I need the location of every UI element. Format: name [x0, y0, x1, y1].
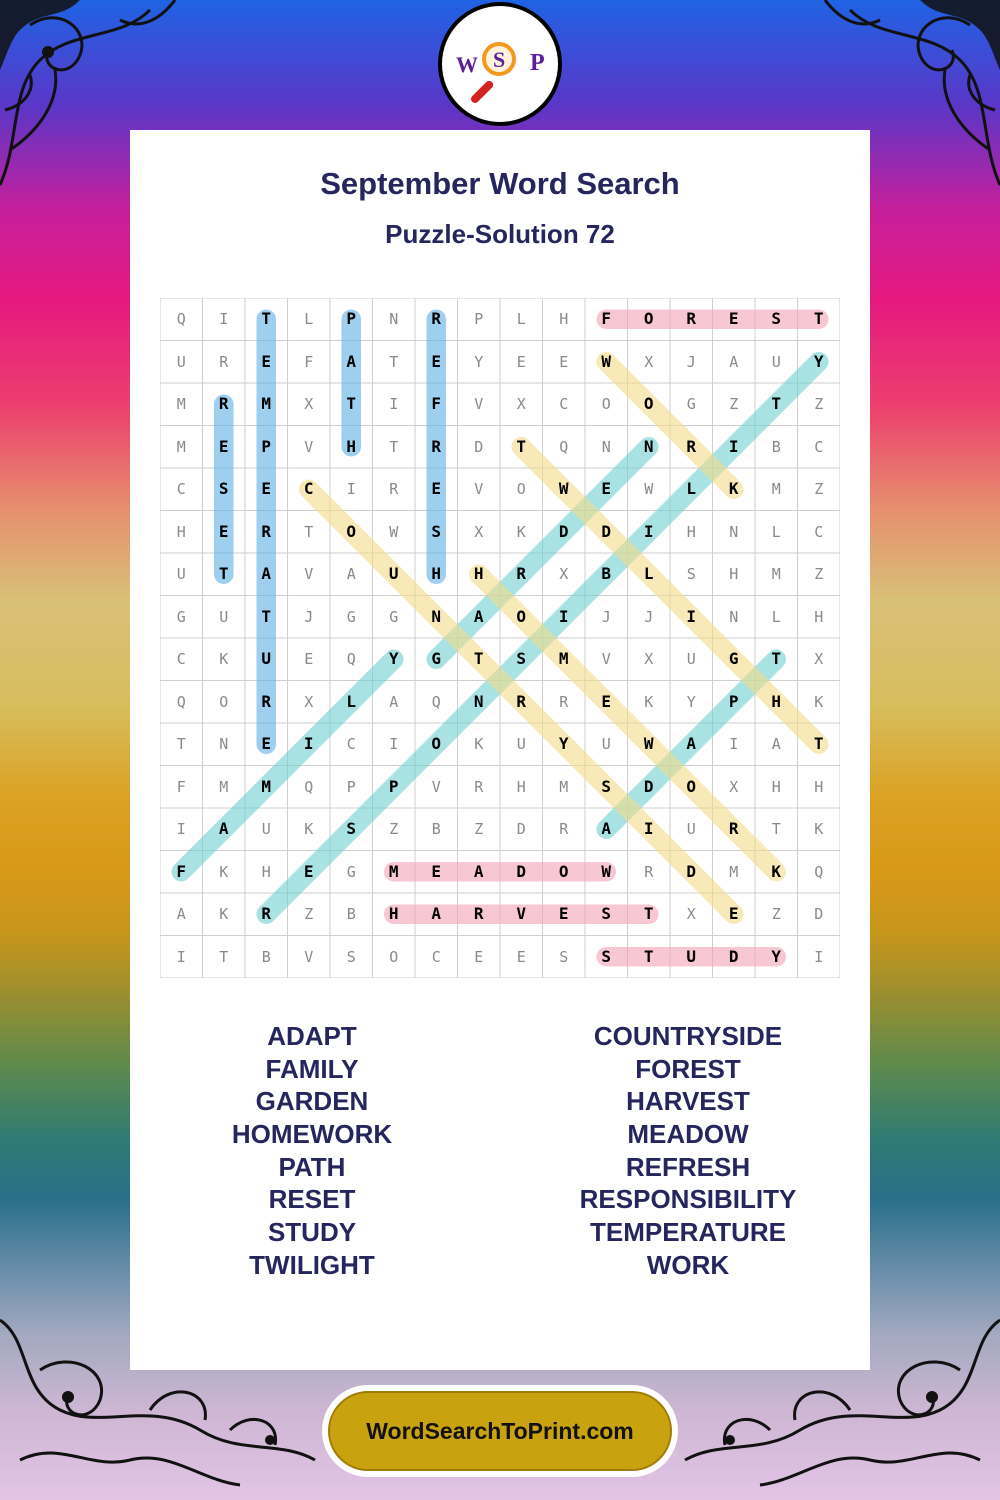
grid-cell: W [644, 480, 654, 498]
grid-cell: S [686, 565, 696, 583]
word-list-item: TEMPERATURE [590, 1217, 786, 1248]
word-list-item: TWILIGHT [249, 1249, 375, 1280]
grid-cell: M [559, 777, 569, 796]
grid-cell: I [728, 436, 739, 456]
word-list-item: HOMEWORK [231, 1119, 393, 1150]
grid-cell: T [771, 649, 782, 668]
grid-cell: T [304, 522, 314, 541]
grid-cell: B [771, 437, 781, 456]
grid-cell: I [389, 395, 399, 413]
grid-cell: M [261, 394, 272, 413]
grid-cell: V [516, 904, 527, 923]
word-list-item: COUNTRYSIDE [593, 1021, 783, 1051]
grid-cell: Q [431, 692, 441, 711]
grid-cell: H [431, 564, 442, 583]
grid-cell: R [686, 436, 697, 456]
grid-cell: K [644, 692, 654, 711]
grid-cell: Z [771, 905, 781, 923]
grid-cell: Q [559, 437, 569, 456]
grid-cell: T [643, 904, 654, 923]
grid-cell: F [431, 394, 442, 413]
grid-cell: Y [686, 692, 696, 711]
word-list-item: MEADOW [627, 1119, 749, 1150]
grid-cell: S [771, 309, 782, 328]
grid-cell: U [261, 820, 271, 838]
grid-letters [160, 298, 840, 978]
grid-cell: I [176, 947, 186, 966]
grid-cell: C [176, 650, 186, 668]
grid-cell: L [686, 479, 697, 498]
grid-cell: F [601, 309, 612, 328]
grid-cell: N [643, 436, 654, 456]
grid-cell: K [814, 820, 824, 838]
grid-cell: A [686, 734, 697, 753]
grid-cell: L [304, 310, 314, 328]
grid-cell: H [176, 522, 186, 541]
grid-cell: O [558, 861, 569, 881]
grid-cell: V [474, 480, 484, 498]
grid-cell: X [559, 565, 569, 583]
grid-cell: R [219, 352, 229, 371]
grid-cell: Z [729, 395, 739, 413]
grid-cell: D [516, 820, 526, 838]
page-title: September Word Search [320, 166, 680, 201]
grid-cell: E [304, 650, 314, 668]
grid-cell: I [219, 310, 229, 328]
grid-cell: A [346, 351, 357, 371]
grid-cell: A [261, 564, 272, 583]
grid-cell: R [261, 521, 272, 541]
grid-cell: E [261, 351, 272, 371]
grid-cell: H [473, 564, 484, 583]
grid-cell: I [389, 735, 399, 753]
grid-cell: A [771, 735, 781, 753]
grid-cell: I [686, 606, 697, 626]
grid-cell: Y [771, 946, 782, 966]
website-url: WordSearchToPrint.com [366, 1417, 634, 1444]
site-logo[interactable] [438, 2, 562, 126]
grid-cell: R [728, 819, 739, 838]
grid-cell: E [261, 479, 272, 498]
grid-cell: K [219, 905, 229, 923]
grid-cell: E [601, 691, 612, 711]
grid-cell: D [814, 905, 824, 923]
grid-cell: O [643, 394, 654, 413]
grid-cell: E [261, 734, 272, 753]
grid-cell: Z [814, 395, 824, 413]
grid-cell: U [219, 607, 229, 626]
grid-cell: N [431, 606, 442, 626]
word-list-item: REFRESH [625, 1151, 751, 1182]
grid-cell: B [346, 905, 356, 923]
grid-cell: X [644, 352, 654, 371]
grid-cell: E [303, 861, 314, 881]
grid-cell: X [304, 395, 314, 413]
grid-cell: H [729, 565, 739, 583]
grid-cell: N [729, 607, 739, 626]
grid-cell: U [176, 565, 186, 583]
logo-letter-w: W [456, 52, 478, 77]
grid-cell: A [389, 692, 399, 711]
grid-cell: S [601, 946, 612, 966]
grid-cell: C [814, 437, 824, 456]
grid-cell: G [389, 607, 399, 626]
grid-cell: T [218, 564, 229, 583]
grid-cell: N [729, 522, 739, 541]
grid-cell: L [516, 310, 526, 328]
grid-cell: I [346, 480, 356, 498]
grid-cell: G [431, 649, 442, 668]
grid-cell: G [346, 607, 356, 626]
grid-cell: F [176, 861, 187, 881]
grid-cell: Y [558, 734, 569, 753]
grid-cell: S [431, 521, 442, 541]
grid-cell: U [686, 946, 697, 966]
grid-cell: S [601, 904, 612, 923]
word-list-item: RESET [268, 1184, 356, 1215]
grid-cell: M [176, 395, 186, 413]
grid-cell: T [261, 309, 272, 328]
grid-cell: H [261, 862, 271, 881]
grid-cell: T [389, 352, 399, 371]
grid-cell: U [176, 352, 186, 371]
word-list-item: PATH [278, 1151, 346, 1182]
grid-cell: Q [814, 862, 824, 881]
word-list-item: HARVEST [626, 1086, 750, 1117]
grid-cell: L [771, 607, 781, 626]
grid-cell: W [389, 522, 399, 541]
grid-cell: O [516, 606, 527, 626]
grid-cell: T [813, 734, 824, 753]
grid-cell: N [601, 437, 611, 456]
grid-cell: A [473, 606, 484, 626]
grid-cell: U [516, 735, 526, 753]
grid-cell: H [771, 777, 781, 796]
website-button[interactable] [322, 1385, 678, 1477]
grid-cell: O [389, 947, 399, 966]
grid-cell: H [771, 691, 782, 711]
grid-cell: A [601, 819, 612, 838]
grid-cell: E [474, 947, 484, 966]
word-list-item: STUDY [267, 1217, 357, 1248]
grid-cell: E [431, 479, 442, 498]
grid-cell: T [516, 436, 527, 456]
grid-cell: X [729, 777, 739, 796]
grid-cell: K [219, 862, 229, 881]
grid-cell: K [474, 735, 484, 753]
grid-cell: L [346, 691, 357, 711]
grid-cell: E [558, 904, 569, 923]
grid-cell: R [474, 777, 484, 796]
grid-cell: A [431, 904, 442, 923]
grid-cell: G [176, 607, 186, 626]
grid-cell: R [516, 691, 527, 711]
grid-cell: S [559, 947, 569, 966]
word-list-item: RESPONSIBILITY [579, 1184, 797, 1215]
grid-cell: M [176, 437, 186, 456]
grid-cell: E [601, 479, 612, 498]
grid-cell: R [559, 692, 569, 711]
grid-cell: A [729, 352, 739, 371]
grid-cell: D [643, 776, 654, 796]
grid-cell: Y [813, 351, 824, 371]
grid-cell: E [728, 309, 739, 328]
grid-cell: C [559, 395, 569, 413]
grid-cell: X [474, 522, 484, 541]
grid-cell: Z [814, 565, 824, 583]
grid-cell: A [346, 565, 356, 583]
grid-cell: K [728, 479, 739, 498]
grid-cell: G [686, 395, 696, 413]
grid-cell: D [601, 521, 612, 541]
word-list-item: GARDEN [255, 1086, 369, 1117]
grid-cell: R [559, 820, 569, 838]
grid-cell: G [728, 649, 739, 668]
grid-cell: D [728, 946, 739, 966]
grid-cell: R [431, 436, 442, 456]
grid-cell: I [643, 819, 654, 838]
grid-cell: R [644, 862, 654, 881]
word-list-item: ADAPT [267, 1021, 357, 1051]
grid-cell: T [261, 606, 272, 626]
grid-cell: M [771, 565, 781, 583]
grid-cell: Q [176, 692, 186, 711]
grid-cell: J [601, 607, 611, 626]
grid-cell: R [686, 309, 697, 328]
grid-cell: Y [474, 352, 484, 371]
grid-cell: Z [304, 905, 314, 923]
grid-cell: W [643, 734, 654, 753]
website-button-pill[interactable] [328, 1391, 672, 1471]
grid-cell: U [771, 352, 781, 371]
grid-cell: H [814, 607, 824, 626]
grid-cell: E [516, 947, 526, 966]
grid-cell: X [686, 905, 696, 923]
grid-cell: B [601, 564, 612, 583]
grid-cell: P [728, 691, 739, 711]
grid-cell: M [558, 649, 569, 668]
grid-cell: C [176, 480, 186, 498]
grid-cell: S [346, 947, 356, 966]
grid-cell: D [558, 521, 569, 541]
word-list-item: FAMILY [265, 1053, 359, 1084]
grid-cell: I [176, 820, 186, 838]
grid-cell: V [601, 650, 611, 668]
grid-cell: C [346, 735, 356, 753]
grid-cell: S [601, 776, 612, 796]
grid-cell: T [643, 946, 654, 966]
grid-cell: E [559, 352, 569, 371]
grid-cell: Q [176, 310, 186, 328]
page-subtitle: Puzzle-Solution 72 [385, 219, 615, 249]
logo-letter-p: P [530, 50, 545, 76]
grid-cell: R [516, 564, 527, 583]
grid-cell: R [389, 480, 399, 498]
word-list-item: WORK [646, 1249, 730, 1280]
grid-cell: U [601, 735, 611, 753]
grid-cell: Q [346, 650, 356, 668]
grid-cell: N [473, 691, 484, 711]
grid-cell: T [346, 394, 357, 413]
grid-cell: H [516, 777, 526, 796]
grid-cell: H [388, 904, 399, 923]
grid-cell: U [686, 820, 696, 838]
grid-cell: J [686, 352, 696, 371]
grid-cell: O [686, 776, 697, 796]
grid-cell: T [389, 437, 399, 456]
grid-cell: L [771, 522, 781, 541]
grid-cell: H [346, 436, 357, 456]
grid-cell: H [814, 777, 824, 796]
grid-cell: Q [304, 777, 314, 796]
grid-cell: W [601, 861, 612, 881]
grid-cell: P [346, 309, 357, 328]
grid-cell: X [516, 395, 526, 413]
grid-cell: T [176, 735, 186, 753]
grid-cell: R [261, 904, 272, 923]
grid-cell: O [431, 734, 442, 753]
grid-cell: I [729, 735, 739, 753]
grid-cell: Z [814, 480, 824, 498]
grid-cell: F [176, 777, 186, 796]
grid-cell: A [473, 861, 484, 881]
grid-cell: O [601, 395, 611, 413]
grid-cell: L [643, 564, 654, 583]
word-search-grid [160, 298, 840, 978]
grid-cell: T [219, 947, 229, 966]
grid-cell: U [686, 650, 696, 668]
grid-cell: R [431, 309, 442, 328]
grid-cell: U [261, 649, 272, 668]
grid-cell: P [388, 776, 399, 796]
grid-cell: O [346, 521, 357, 541]
grid-cell: S [218, 479, 229, 498]
grid-cell: W [601, 351, 612, 371]
grid-cell: F [304, 352, 314, 371]
word-list-left [102, 1020, 522, 1282]
grid-cell: V [474, 395, 484, 413]
grid-cell: K [814, 692, 824, 711]
grid-cell: D [516, 861, 527, 881]
grid-cell: M [729, 862, 739, 881]
grid-cell: T [771, 820, 781, 838]
grid-cell: E [218, 436, 229, 456]
grid-cell: A [176, 905, 186, 923]
grid-cell: N [219, 735, 229, 753]
grid-cell: T [771, 394, 782, 413]
grid-cell: S [516, 649, 527, 668]
grid-cell: E [516, 352, 526, 371]
grid-cell: P [261, 436, 272, 456]
grid-cell: U [388, 564, 399, 583]
grid-cell: H [559, 310, 569, 328]
grid-cell: D [474, 437, 484, 456]
grid-cell: B [431, 820, 441, 838]
grid-cell: C [303, 479, 314, 498]
grid-cell: H [686, 522, 696, 541]
grid-cell: I [814, 947, 824, 966]
grid-cell: X [644, 650, 654, 668]
grid-cell: X [814, 650, 824, 668]
grid-cell: O [516, 480, 526, 498]
grid-cell: N [389, 310, 399, 328]
grid-cell: A [218, 819, 229, 838]
grid-cell: P [474, 310, 484, 328]
grid-cell: M [219, 777, 229, 796]
grid-cell: M [771, 480, 781, 498]
grid-cell: J [644, 607, 654, 626]
grid-cell: J [304, 607, 314, 626]
grid-cell: V [304, 947, 314, 966]
grid-cell: K [771, 861, 782, 881]
grid-cell: R [218, 394, 229, 413]
grid-cell: R [261, 691, 272, 711]
grid-cell: I [643, 521, 654, 541]
grid-cell: M [261, 776, 272, 796]
grid-cell: T [473, 649, 484, 668]
grid-cell: B [261, 947, 271, 966]
grid-cell: I [303, 734, 314, 753]
grid-cell: O [219, 692, 229, 711]
word-list-item: FOREST [635, 1053, 741, 1084]
word-list-right [478, 1020, 898, 1282]
magnifier-handle [469, 79, 494, 104]
grid-cell: T [813, 309, 824, 328]
grid-cell: K [304, 820, 314, 838]
grid-cell: P [346, 777, 356, 796]
grid-cell: C [814, 522, 824, 541]
grid-cell: E [728, 904, 739, 923]
grid-cell: K [516, 522, 526, 541]
grid-cell: R [473, 904, 484, 923]
grid-cell: D [686, 861, 697, 881]
grid-cell: S [346, 819, 357, 838]
grid-cell: M [388, 861, 399, 881]
grid-cell: G [346, 862, 356, 881]
grid-cell: K [219, 650, 229, 668]
grid-cell: Z [389, 820, 399, 838]
grid-cell: E [431, 861, 442, 881]
grid-cell: O [643, 309, 654, 328]
grid-cell: C [431, 947, 441, 966]
grid-cell: V [304, 565, 314, 583]
grid-cell: V [304, 437, 314, 456]
grid-cell: E [218, 521, 229, 541]
grid-cell: E [431, 351, 442, 371]
grid-cell: Y [388, 649, 399, 668]
grid-cell: V [431, 777, 441, 796]
grid-cell: W [558, 479, 569, 498]
grid-cell: I [558, 606, 569, 626]
logo-letter-s: S [493, 47, 506, 72]
grid-cell: X [304, 692, 314, 711]
grid-cell: Z [474, 820, 484, 838]
